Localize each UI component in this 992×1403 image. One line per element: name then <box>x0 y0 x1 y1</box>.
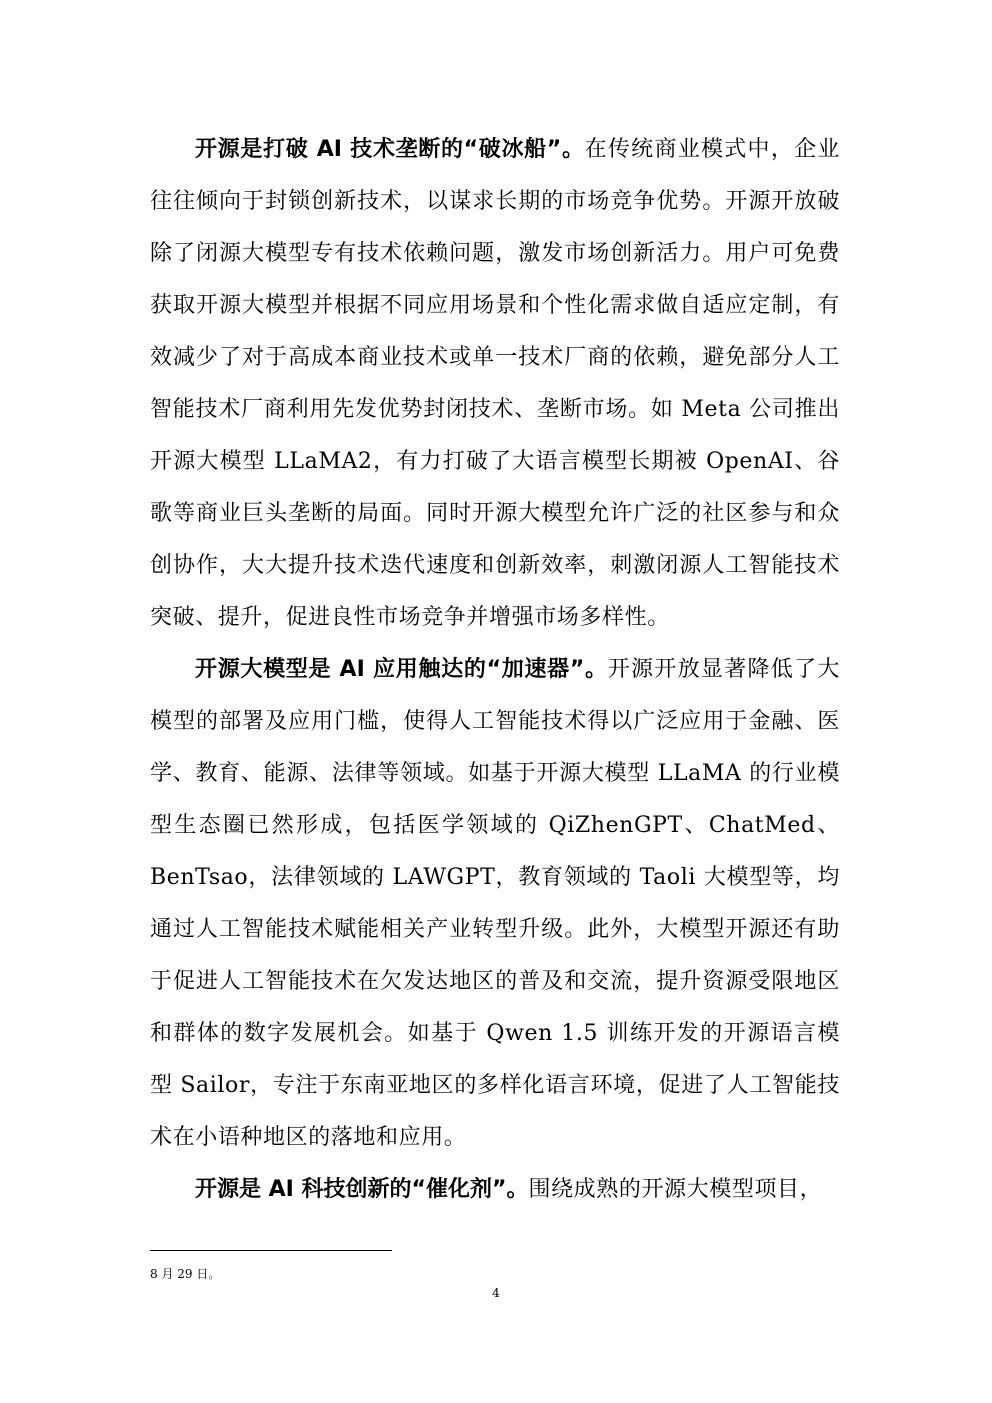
paragraph-2-body: 开源开放显著降低了大模型的部署及应用门槛，使得人工智能技术得以广泛应用于金融、医学、教育、能源、法律等领域。如基于开源大模型 LLaMA 的行业模型生态圈已然形成，包括医学领域的 QiZhenGPT、ChatMed、BenTsao，法律领域的 LAWGPT，教育领域的 Taoli 大模型等，均通过人工智能技术赋能相关产业转型升级。此外，大模型开源还有助于促进人工智能技术在欠发达地区的普及和交流，提升资源受限地区和群体的数字发展机会。如基于 Qwen 1.5 训练开发的开源语言模型 Sailor，专注于东南亚地区的多样化语言环境，促进了人工智能技术在小语种地区的落地和应用。 <box>150 657 840 1150</box>
body-text <box>150 124 840 1216</box>
page-number: 4 <box>492 1286 500 1300</box>
paragraph-2 <box>150 644 840 1164</box>
paragraph-3-lead: 开源是 AI 科技创新的“催化剂”。 <box>195 1177 529 1202</box>
paragraph-1-lead: 开源是打破 AI 技术垄断的“破冰船”。 <box>195 137 585 162</box>
paragraph-2-lead: 开源大模型是 AI 应用触达的“加速器”。 <box>195 657 608 682</box>
paragraph-1 <box>150 124 840 644</box>
paragraph-3 <box>150 1164 840 1216</box>
paragraph-1-body: 在传统商业模式中，企业往往倾向于封锁创新技术，以谋求长期的市场竞争优势。开源开放破除了闭源大模型专有技术依赖问题，激发市场创新活力。用户可免费获取开源大模型并根据不同应用场景和个性化需求做自适应定制，有效减少了对于高成本商业技术或单一技术厂商的依赖，避免部分人工智能技术厂商利用先发优势封闭技术、垄断市场。如 Meta 公司推出开源大模型 LLaMA2，有力打破了大语言模型长期被 OpenAI、谷歌等商业巨头垄断的局面。同时开源大模型允许广泛的社区参与和众创协作，大大提升技术迭代速度和创新效率，刺激闭源人工智能技术突破、提升，促进良性市场竞争并增强市场多样性。 <box>150 137 840 630</box>
paragraph-3-body: 围绕成熟的开源大模型项目， <box>528 1177 823 1202</box>
footnote-divider <box>150 1250 392 1251</box>
footnote: 8 月 29 日。 <box>150 1267 221 1281</box>
